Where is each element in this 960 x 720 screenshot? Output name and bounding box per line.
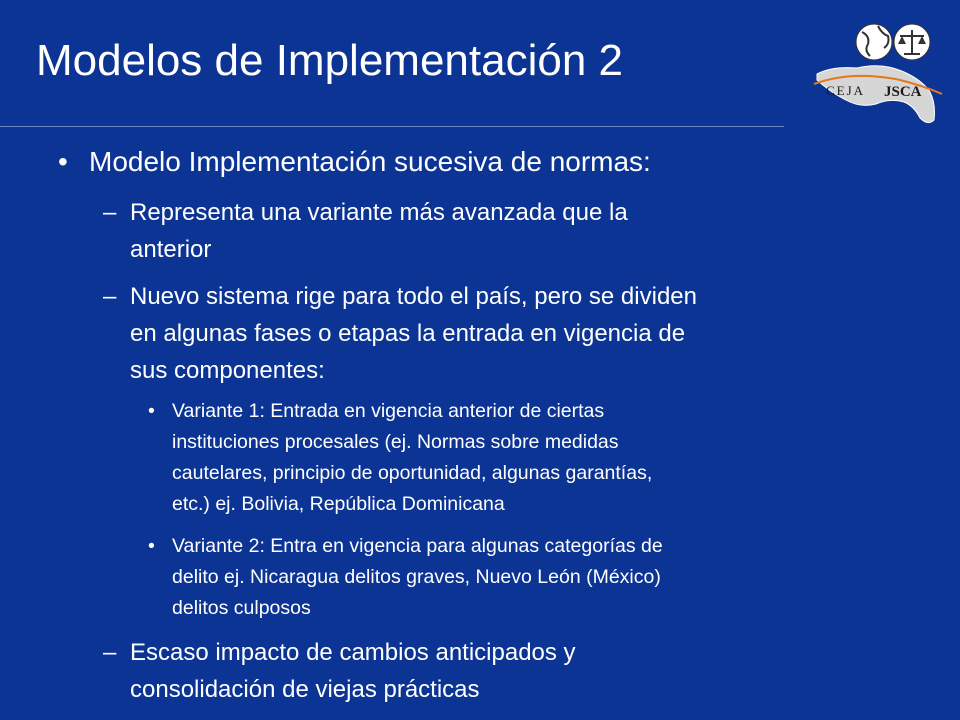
- variante-2-line: delito ej. Nicaragua delitos graves, Nuevo León (México): [172, 566, 661, 588]
- sub-bullet-representa-cont: anterior: [130, 236, 212, 263]
- bullet-marker: •: [148, 400, 155, 422]
- bullet-marker: •: [58, 146, 68, 177]
- slide-title: Modelos de Implementación 2: [36, 36, 623, 85]
- logo-text-jsca: JSCA: [884, 84, 922, 100]
- sub-bullet-nuevo-sistema: Nuevo sistema rige para todo el país, pero se dividen: [130, 283, 697, 310]
- variante-1-line: Variante 1: Entrada en vigencia anterior de ciertas: [172, 400, 605, 422]
- bullet-modelo-implementacion: Modelo Implementación sucesiva de normas:: [89, 146, 651, 177]
- sub-bullet-nuevo-sistema-cont: sus componentes:: [130, 357, 325, 384]
- variante-1-line: cautelares, principio de oportunidad, algunas garantías,: [172, 462, 653, 484]
- variante-1-line: etc.) ej. Bolivia, República Dominicana: [172, 493, 505, 515]
- dash-marker: –: [103, 283, 117, 310]
- sub-bullet-representa: Representa una variante más avanzada que la: [130, 199, 628, 226]
- logo-text-ceja: CEJA: [826, 83, 866, 98]
- sub-bullet-escaso-impacto-cont: consolidación de viejas prácticas: [130, 676, 480, 703]
- variante-2-line: delitos culposos: [172, 597, 311, 619]
- dash-marker: –: [103, 199, 117, 226]
- variante-2-line: Variante 2: Entra en vigencia para algunas categorías de: [172, 535, 663, 557]
- variante-1-line: instituciones procesales (ej. Normas sobre medidas: [172, 431, 619, 453]
- dash-marker: –: [103, 639, 117, 666]
- bullet-marker: •: [148, 535, 155, 557]
- sub-bullet-nuevo-sistema-cont: en algunas fases o etapas la entrada en vigencia de: [130, 320, 686, 347]
- sub-bullet-escaso-impacto: Escaso impacto de cambios anticipados y: [130, 639, 576, 666]
